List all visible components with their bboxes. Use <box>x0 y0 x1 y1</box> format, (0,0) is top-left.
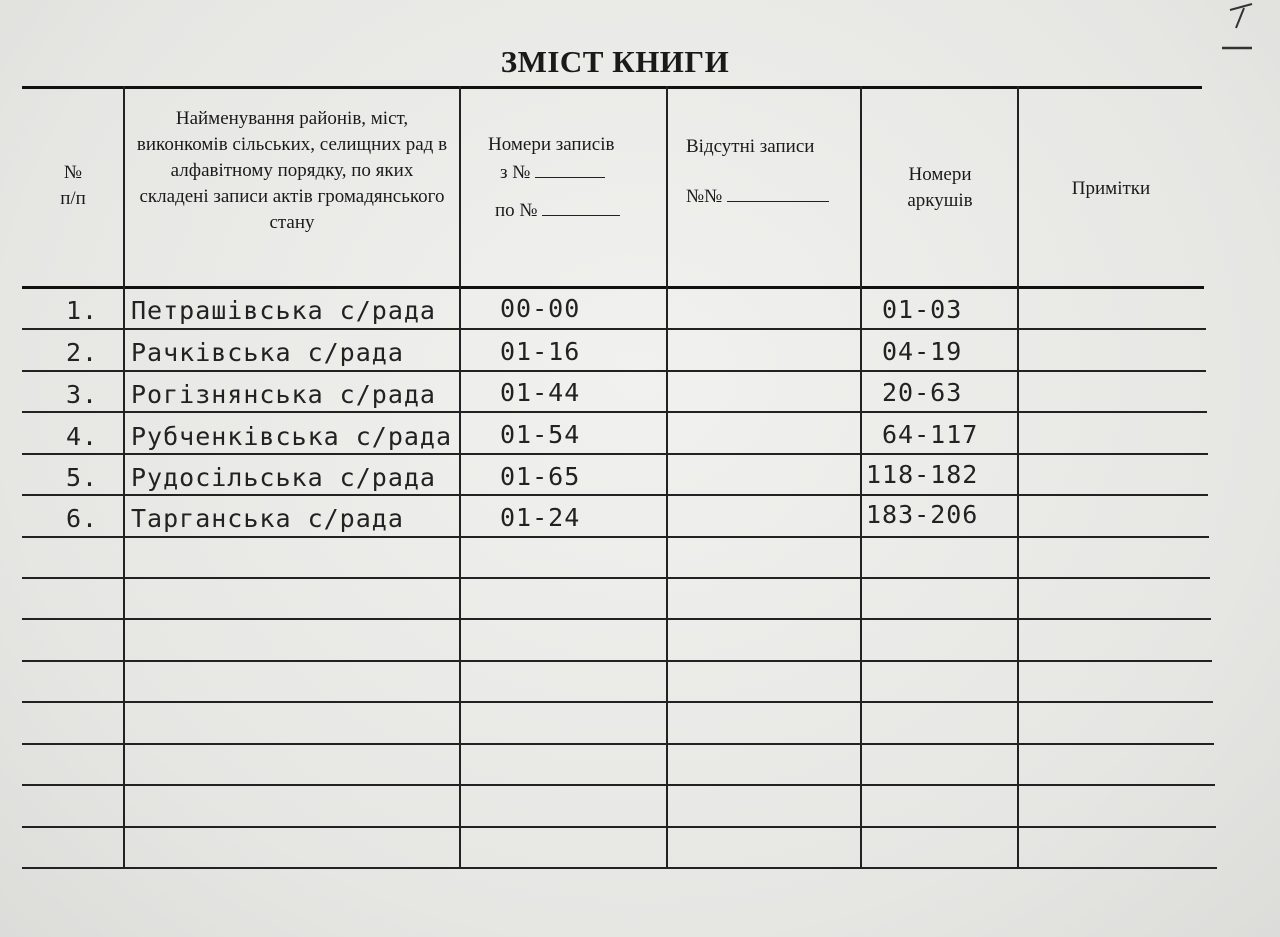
row-records: 00-00 <box>500 294 581 323</box>
row-divider <box>22 618 1211 620</box>
row-records: 01-54 <box>500 420 581 449</box>
row-records: 01-24 <box>500 503 581 532</box>
row-divider <box>22 494 1208 496</box>
header-missing-title: Відсутні записи <box>686 136 815 157</box>
header-records-title: Номери записів <box>488 134 615 155</box>
row-divider <box>22 536 1209 538</box>
row-records: 01-65 <box>500 462 581 491</box>
row-sheets: 04-19 <box>882 337 963 366</box>
table-top-border <box>22 86 1202 89</box>
header-records-from: з № <box>500 162 531 183</box>
row-sheets: 01-03 <box>882 295 963 324</box>
row-number: 4. <box>66 422 99 451</box>
column-divider <box>860 86 862 869</box>
column-divider <box>1017 86 1019 869</box>
row-number: 3. <box>66 380 99 409</box>
header-sheets: Номери аркушів <box>907 164 973 211</box>
header-notes: Примітки <box>1071 178 1151 199</box>
records-to-blank <box>542 215 620 216</box>
header-number-symbol: № <box>63 162 83 183</box>
row-divider <box>22 867 1217 869</box>
row-divider <box>22 370 1206 372</box>
row-council-name: Рачківська с/рада <box>131 338 404 367</box>
row-council-name: Петрашівська с/рада <box>131 296 436 325</box>
row-council-name: Рубченківська с/рада <box>131 422 453 451</box>
row-divider <box>22 701 1213 703</box>
missing-blank <box>727 201 829 202</box>
row-divider <box>22 784 1215 786</box>
row-sheets: 20-63 <box>882 378 963 407</box>
row-council-name: Рогізнянська с/рада <box>131 380 436 409</box>
row-divider <box>22 328 1206 330</box>
records-from-blank <box>535 177 605 178</box>
row-divider <box>22 743 1214 745</box>
header-bottom-border <box>22 286 1204 289</box>
header-name: Найменування районів, міст, виконкомів сільських, селищних рад в алфавітному порядку, по яких складені записи актів громадянського стану <box>136 108 448 233</box>
row-number: 6. <box>66 504 99 533</box>
column-divider <box>123 86 125 869</box>
header-missing-nums: №№ <box>686 186 723 207</box>
row-number: 1. <box>66 296 99 325</box>
document-title: ЗМІСТ КНИГИ <box>500 44 730 79</box>
header-number <box>24 160 122 212</box>
header-records <box>470 132 656 224</box>
row-sheets: 183-206 <box>866 500 979 529</box>
row-records: 01-44 <box>500 378 581 407</box>
row-sheets: 64-117 <box>882 420 979 449</box>
column-divider <box>459 86 461 869</box>
row-council-name: Рудосільська с/рада <box>131 463 436 492</box>
row-divider <box>22 660 1212 662</box>
header-records-to: по № <box>495 200 538 221</box>
row-number: 2. <box>66 338 99 367</box>
row-divider <box>22 826 1216 828</box>
header-number-abbr: п/п <box>60 188 86 209</box>
row-records: 01-16 <box>500 337 581 366</box>
row-divider <box>22 411 1207 413</box>
row-divider <box>22 577 1210 579</box>
column-divider <box>666 86 668 869</box>
header-missing <box>676 134 856 210</box>
row-sheets: 118-182 <box>866 460 979 489</box>
handwritten-page-mark <box>1222 0 1262 60</box>
row-council-name: Тарганська с/рада <box>131 504 404 533</box>
row-number: 5. <box>66 463 99 492</box>
row-divider <box>22 453 1208 455</box>
